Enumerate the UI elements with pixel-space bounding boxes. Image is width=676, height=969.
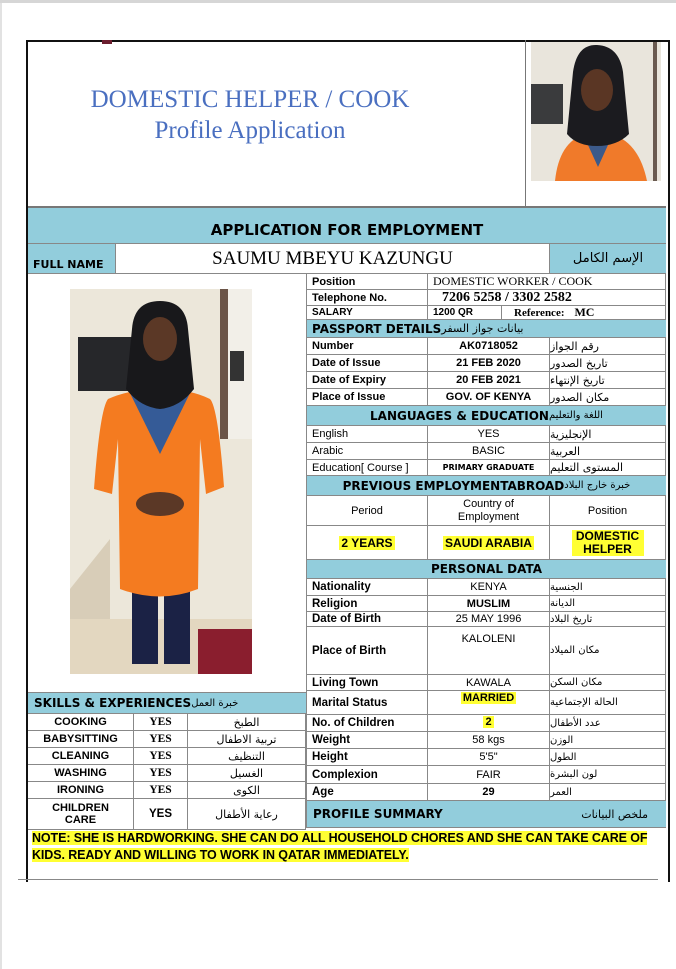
- passport-row-arabic: تاريخ الإنتهاء: [550, 372, 666, 389]
- personal-row-value: 29: [428, 784, 550, 801]
- full-name-value-text: SAUMU MBEYU KAZUNGU: [212, 247, 453, 269]
- header-divider: [525, 40, 526, 206]
- personal-row-label: Complexion: [306, 766, 428, 784]
- language-row-value: YES: [428, 426, 550, 443]
- passport-row-label: Number: [306, 338, 428, 355]
- passport-section-header: [306, 320, 666, 338]
- skill-name: IRONING: [28, 782, 134, 799]
- personal-row-label: Date of Birth: [306, 612, 428, 627]
- skill-name: CLEANING: [28, 748, 134, 765]
- personal-row-value: 58 kgs: [428, 732, 550, 749]
- personal-row-arabic: الجنسية: [550, 579, 666, 596]
- profile-note: [32, 830, 664, 864]
- summary-section-header: [306, 801, 666, 828]
- position-value: DOMESTIC WORKER / COOK: [428, 274, 666, 290]
- personal-row-value-cell: [428, 715, 550, 732]
- employment-country: SAUDI ARABIA: [445, 535, 532, 550]
- skill-arabic: رعاية الأطفال: [188, 799, 306, 830]
- personal-row-label: Living Town: [306, 675, 428, 691]
- skill-arabic: الطبخ: [188, 714, 306, 731]
- employment-header-period: Period: [306, 496, 428, 526]
- passport-section-title-arabic: بيانات جواز السفر: [441, 322, 524, 335]
- employment-section-header: [306, 476, 666, 496]
- personal-row-label: Place of Birth: [306, 627, 428, 675]
- personal-row-arabic: العمر: [550, 784, 666, 801]
- skills-section-title: SKILLS & EXPERIENCES: [34, 696, 192, 710]
- salary-value: 1200 QR: [428, 306, 502, 320]
- employment-section-title: PREVIOUS EMPLOYMENTABROAD: [342, 478, 565, 493]
- skills-section-title-arabic: خبرة العمل: [191, 697, 239, 709]
- skill-value: YES: [134, 748, 188, 765]
- employment-header-country-text: Country of Employment: [457, 497, 520, 523]
- reference-field: [502, 306, 666, 320]
- skill-name: COOKING: [28, 714, 134, 731]
- personal-row-label: Height: [306, 749, 428, 766]
- full-name-value: [116, 244, 550, 274]
- skill-value: YES: [134, 714, 188, 731]
- personal-row-value: KENYA: [428, 579, 550, 596]
- personal-row-label: Marital Status: [306, 691, 428, 715]
- personal-row-label: Religion: [306, 596, 428, 612]
- employment-period-cell: [306, 526, 428, 560]
- skill-name: BABYSITTING: [28, 731, 134, 748]
- language-row-label: English: [306, 426, 428, 443]
- skill-arabic: التنظيف: [188, 748, 306, 765]
- passport-row-arabic: تاريخ الصدور: [550, 355, 666, 372]
- employment-section-title-arabic: خبرة خارج البلاد: [564, 480, 631, 491]
- languages-section-header: [306, 406, 666, 426]
- page-top-border: [0, 0, 676, 3]
- reference-label: Reference:: [514, 306, 565, 319]
- language-row-arabic: الإنجليزية: [550, 426, 666, 443]
- passport-row-label: Date of Issue: [306, 355, 428, 372]
- profile-note-text: NOTE: SHE IS HARDWORKING. SHE CAN DO ALL HOUSEHOLD CHORES AND SHE CAN TAKE CARE OF KIDS. READY AND WILLING TO WORK IN QATAR IMMEDIATELY.: [32, 831, 648, 862]
- portrait-photo-small: [531, 42, 661, 181]
- passport-row-arabic: رقم الجواز: [550, 338, 666, 355]
- personal-row-label: Weight: [306, 732, 428, 749]
- salary-label: SALARY: [306, 306, 428, 320]
- full-name-label-arabic-text: الإسم الكامل: [572, 251, 644, 266]
- personal-row-arabic: لون البشرة: [550, 766, 666, 784]
- passport-row-value: GOV. OF KENYA: [428, 389, 550, 406]
- skills-section-header: [28, 692, 306, 714]
- skill-arabic: تربية الاطفال: [188, 731, 306, 748]
- personal-row-arabic: الطول: [550, 749, 666, 766]
- passport-row-arabic: مكان الصدور: [550, 389, 666, 406]
- passport-row-value: 21 FEB 2020: [428, 355, 550, 372]
- skill-value: YES: [134, 731, 188, 748]
- skill-value: YES: [134, 765, 188, 782]
- personal-row-value: KAWALA: [428, 675, 550, 691]
- language-row-label: Arabic: [306, 443, 428, 460]
- employment-header-position: Position: [550, 496, 666, 526]
- personal-row-value: 2: [485, 716, 492, 728]
- summary-section-title-arabic: ملخص البيانات: [581, 807, 648, 821]
- personal-row-value: 25 MAY 1996: [428, 612, 550, 627]
- sheet-bottom-line: [18, 879, 658, 880]
- personal-row-value-cell: [428, 691, 550, 715]
- portrait-photo-full: [70, 289, 252, 674]
- personal-row-arabic: الحالة الإجتماعية: [550, 691, 666, 715]
- summary-section-title: PROFILE SUMMARY: [313, 807, 443, 821]
- employment-country-cell: [428, 526, 550, 560]
- passport-row-label: Date of Expiry: [306, 372, 428, 389]
- position-label: Position: [306, 274, 428, 290]
- personal-section-title: PERSONAL DATA: [430, 562, 543, 576]
- page-left-edge: [0, 3, 2, 969]
- skill-arabic: الكوى: [188, 782, 306, 799]
- telephone-value: 7206 5258 / 3302 2582: [428, 290, 666, 306]
- employment-period: 2 YEARS: [341, 535, 393, 550]
- languages-section-title-arabic: اللغة والتعليم: [548, 410, 603, 421]
- passport-row-value: 20 FEB 2021: [428, 372, 550, 389]
- personal-row-label: Age: [306, 784, 428, 801]
- personal-row-arabic: مكان السكن: [550, 675, 666, 691]
- employment-position-cell: [550, 526, 666, 560]
- personal-row-arabic: مكان الميلاد: [550, 627, 666, 675]
- document-subtitle: Profile Application: [154, 117, 346, 144]
- personal-row-value: MUSLIM: [428, 596, 550, 612]
- employment-header-country: [428, 496, 550, 526]
- personal-section-header: [306, 560, 666, 579]
- application-banner-text: APPLICATION FOR EMPLOYMENT: [210, 221, 484, 239]
- full-name-label: [28, 244, 116, 274]
- skill-value: YES: [134, 782, 188, 799]
- passport-section-title: PASSPORT DETAILS: [312, 321, 442, 336]
- personal-row-value: FAIR: [428, 766, 550, 784]
- skill-name: CHILDREN CARE: [28, 799, 134, 830]
- employment-position: DOMESTIC HELPER: [572, 530, 644, 556]
- full-name-label-text: FULL NAME: [33, 258, 104, 271]
- personal-row-value: 5'5": [428, 749, 550, 766]
- personal-row-arabic: عدد الأطفال: [550, 715, 666, 732]
- passport-row-value: AK0718052: [428, 338, 550, 355]
- passport-row-label: Place of Issue: [306, 389, 428, 406]
- decorative-mark: [102, 40, 112, 44]
- personal-row-value: KALOLENI: [428, 627, 550, 675]
- language-row-value: BASIC: [428, 443, 550, 460]
- reference-value: MC: [574, 306, 595, 319]
- skill-value: YES: [134, 799, 188, 830]
- language-row-arabic: المستوى التعليم: [550, 460, 666, 476]
- skill-name: WASHING: [28, 765, 134, 782]
- document-title: DOMESTIC HELPER / COOK: [90, 86, 410, 113]
- application-banner: [28, 206, 666, 244]
- full-name-label-arabic: [550, 244, 666, 274]
- personal-row-arabic: الوزن: [550, 732, 666, 749]
- language-row-value: PRIMARY GRADUATE: [428, 460, 550, 476]
- personal-row-value: MARRIED: [462, 692, 515, 704]
- personal-row-label: No. of Children: [306, 715, 428, 732]
- language-row-arabic: العربية: [550, 443, 666, 460]
- skill-arabic: الغسيل: [188, 765, 306, 782]
- telephone-label: Telephone No.: [306, 290, 428, 306]
- languages-section-title: LANGUAGES & EDUCATION: [370, 408, 549, 423]
- personal-row-label: Nationality: [306, 579, 428, 596]
- personal-row-arabic: تاريخ البلاد: [550, 612, 666, 627]
- language-row-label: Education[ Course ]: [306, 460, 428, 476]
- personal-row-arabic: الديانة: [550, 596, 666, 612]
